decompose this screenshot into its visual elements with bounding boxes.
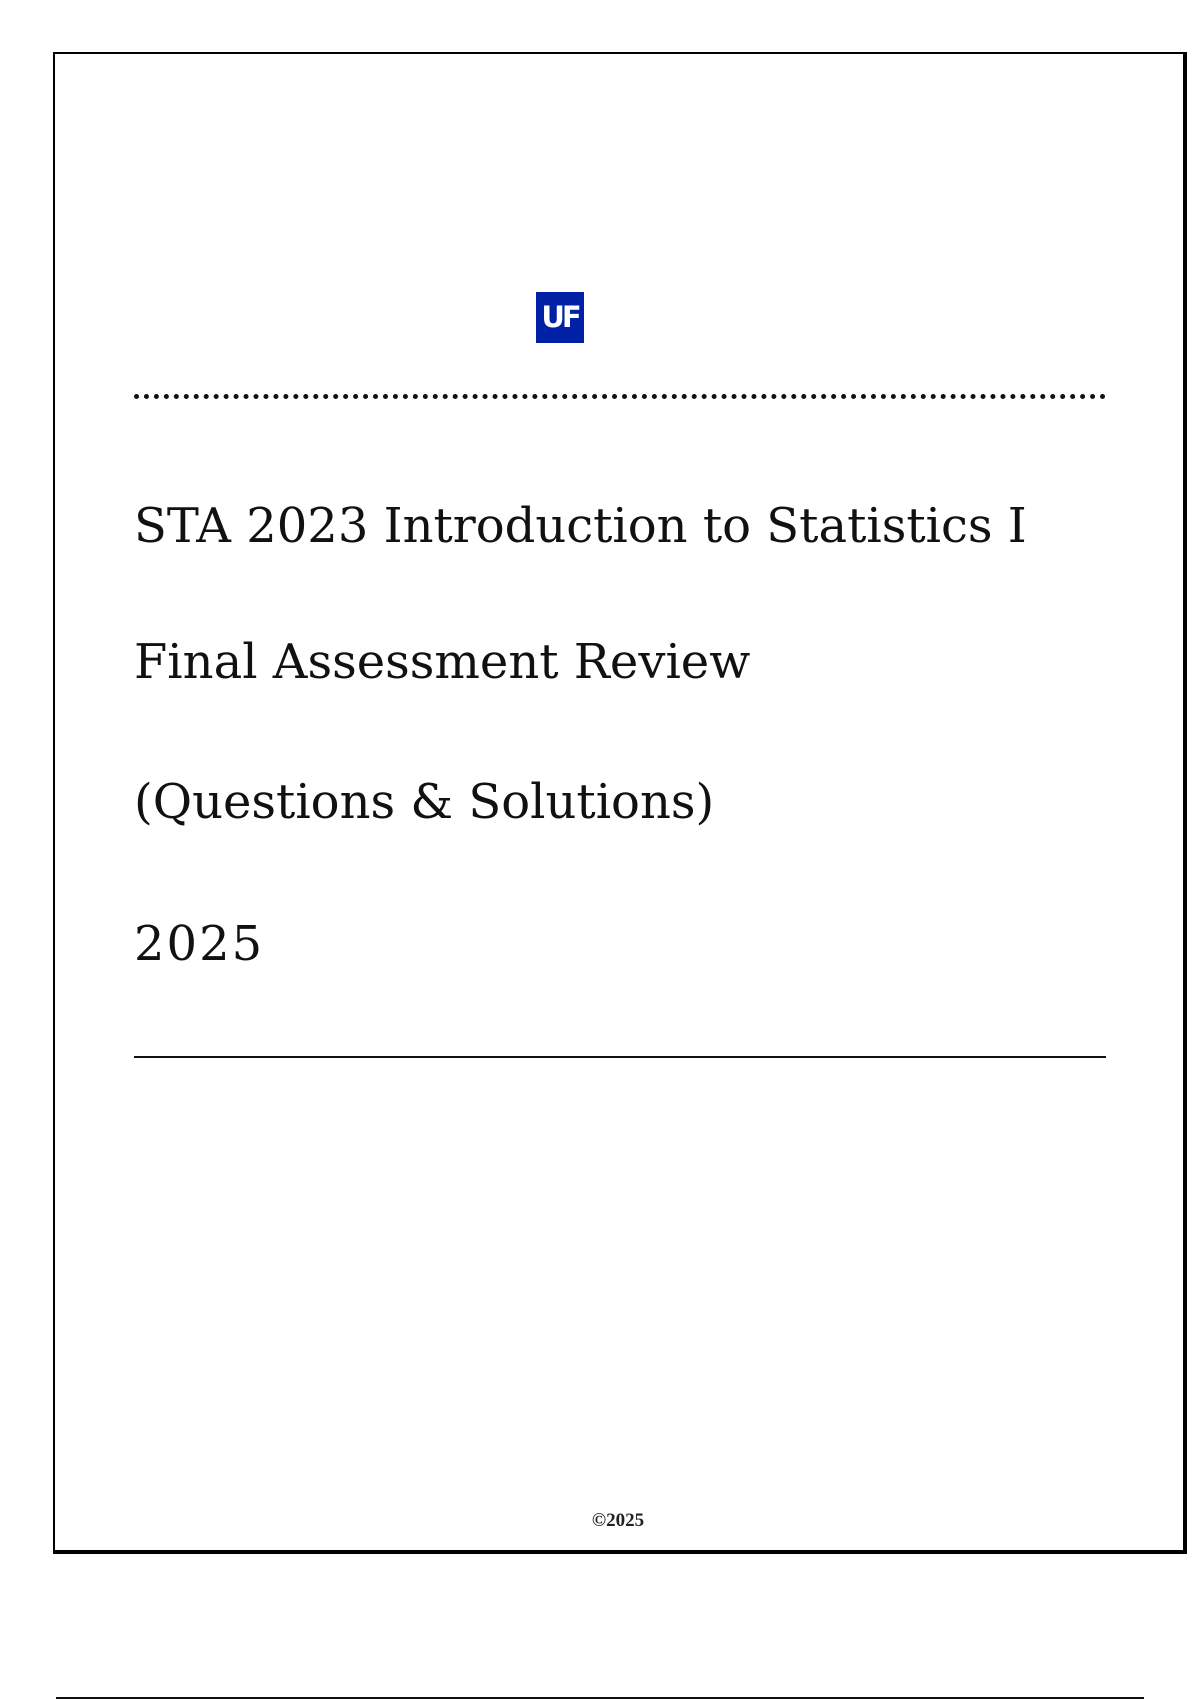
- page-bottom-rule: [56, 1697, 1144, 1699]
- document-title: Final Assessment Review: [134, 634, 751, 690]
- document-year: 2025: [134, 916, 265, 972]
- course-title: STA 2023 Introduction to Statistics I: [134, 498, 1027, 554]
- uf-logo: UF: [536, 292, 584, 343]
- copyright-notice: ©2025: [591, 1510, 645, 1531]
- dotted-divider: [134, 394, 1106, 399]
- document-subtitle: (Questions & Solutions): [134, 774, 715, 830]
- solid-divider: [134, 1056, 1106, 1058]
